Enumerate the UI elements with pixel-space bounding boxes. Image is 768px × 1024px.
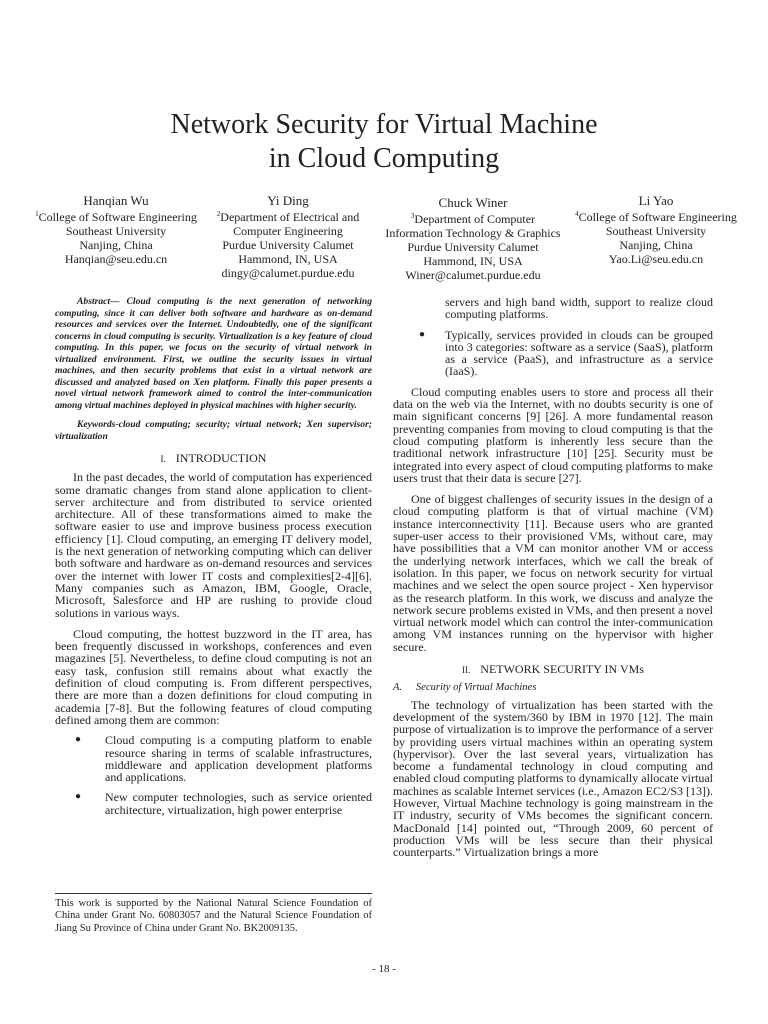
footnote: This work is supported by the National Natural Science Foundation of China under Grant No. 60803057 and the Natural Science Foundation of Jiang Su Province of China under Grant No. BK2009135. <box>55 898 372 934</box>
list-item <box>393 329 713 378</box>
affiliation-line: College of Software Engineering <box>38 210 197 224</box>
section-number: II. <box>462 665 471 676</box>
service-list <box>393 329 713 378</box>
affiliation-line: Southeast University <box>65 224 167 238</box>
body-paragraph: Cloud computing, the hottest buzzword in the IT area, has been frequently discussed in workshops, conferences and even magazines [5]. Nevertheless, to define cloud computing is not an easy task, confusion still remains about what exactly the definition of cloud computing is. From different perspectives, there are more than a dozen definitions for cloud computing in academia [7-8]. But the following features of cloud computing defined among them are common: <box>55 626 372 727</box>
author-block-2 <box>208 193 368 280</box>
affiliation-line: Hammond, IN, USA <box>238 252 338 266</box>
list-item-text: New computer technologies, such as service oriented architecture, virtualization, high power enterprise <box>105 790 372 817</box>
list-item <box>55 734 372 783</box>
author-email: Hanqian@seu.edu.cn <box>64 252 168 266</box>
author-block-4 <box>566 193 746 266</box>
section-heading-introduction <box>55 452 372 465</box>
author-name: Li Yao <box>638 193 674 208</box>
author-affiliation <box>208 210 368 224</box>
author-block-1 <box>28 193 204 266</box>
author-name: Yi Ding <box>267 193 309 208</box>
author-name: Chuck Winer <box>438 195 508 210</box>
feature-list <box>55 734 372 816</box>
author-email: Winer@calumet.purdue.edu <box>405 268 541 282</box>
keywords: Keywords-cloud computing; security; virtual network; Xen supervisor; virtualization <box>55 419 372 442</box>
section-title: NETWORK SECURITY IN VMs <box>480 662 644 677</box>
bullet-icon: ● <box>75 734 82 746</box>
title-line-2: in Cloud Computing <box>268 143 500 174</box>
section-heading-network-security <box>393 663 713 676</box>
paper-title <box>0 108 768 176</box>
subsection-heading <box>393 682 713 694</box>
affiliation-line: Hammond, IN, USA <box>423 254 523 268</box>
affiliation-line: Purdue University Calumet <box>407 240 539 254</box>
affiliation-line: Nanjing, China <box>619 238 693 252</box>
affiliation-line: Information Technology & Graphics <box>385 226 561 240</box>
body-paragraph: The technology of virtualization has been started with the development of the system/360 by IBM in 1970 [12]. The main purpose of virtualization is to improve the performance of a server by providing users virtual machines within an operating system (hypervisor). Over the last several years, virtualization has become a fundamental technology in cloud computing and enabled cloud computing platforms to dynamically allocate virtual machines as scalable Internet services (i.e., Amazon EC2/S3 [13]). However, Virtual Machine technology is going mainstream in the IT industry, security of VMs becomes the significant concern. MacDonald [14] pointed out, “Through 2009, 60 percent of production VMs will be less secure than their physical counterparts.” Virtualization brings a more <box>393 697 713 860</box>
abstract: Abstract— Cloud computing is the next generation of networking computing, since it can deliver both software and hardware as on-demand resources and services over the Internet. Undoubtedly, one of the significant concerns in cloud computing is security. Virtualization is a key feature of cloud computing. In this paper, we focus on the security of virtual network in virtualized environment. First, we outline the security issues in virtual machines, and then security problems that exist in a virtual network are discussed and analyzed based on Xen platform. Finally this paper presents a novel virtual network framework aimed to control the inter-communication among virtual machines deployed in physical machines with higher security. <box>55 296 372 411</box>
body-paragraph: In the past decades, the world of computation has experienced some dramatic changes from stand alone application to client-server architecture and from distributed to service oriented architecture. All of these transformations aimed to make the software easier to use and improve business process execution efficiency [1]. Cloud computing, an emerging IT delivery model, is the next generation of networking computing which can deliver both software and hardware as on-demand resources and services over the internet with lower IT costs and complexities[2-4][6]. Many companies such as Amazon, IBM, Google, Oracle, Microsoft, Salesforce and HP are rushing to provide cloud solutions in various ways. <box>55 470 372 620</box>
affiliation-marker: 4 <box>575 210 579 218</box>
affiliation-line: Computer Engineering <box>233 224 343 238</box>
author-email: Yao.Li@seu.edu.cn <box>608 252 704 266</box>
footnote-divider <box>55 893 372 894</box>
list-item-text: Typically, services provided in clouds can be grouped into 3 categories: software as a service (SaaS), platform as a service (PaaS), and infrastructure as a service (IaaS). <box>445 327 713 379</box>
subsection-letter: A. <box>393 682 403 694</box>
affiliation-line: Department of Computer <box>414 212 536 226</box>
body-paragraph: One of biggest challenges of security issues in the design of a cloud computing platform is that of virtual machine (VM) instance interconnectivity [11]. Because users who are granted super-user access to their provisioned VMs, without care, may have possibilities that a VM can monitor another VM or access the underlying network interfaces, which we call the break of isolation. In this paper, we focus on network security for virtual machines and we select the open source project - Xen hypervisor as the research platform. In this work, we discuss and analyze the network secure problems existed in VMs, and then present a novel virtual network model which can control the inter-communication among VM instances running on the hypervisor with higher secure. <box>393 492 713 654</box>
title-line-1: Network Security for Virtual Machine <box>170 109 598 140</box>
list-continuation: servers and high band width, support to realize cloud computing platforms. <box>445 295 713 322</box>
affiliation-marker: 3 <box>410 212 415 220</box>
page-number: - 18 - <box>372 963 396 975</box>
affiliation-marker: 1 <box>35 210 39 218</box>
author-affiliation <box>28 210 204 224</box>
right-column <box>393 296 713 858</box>
body-paragraph: Cloud computing enables users to store and process all their data on the web via the Internet, with no doubts security is one of main significant concerns [9] [26]. A more fundamental reason preventing companies from moving to cloud computing is that the cloud computing platform is inherently less secure than the traditional network infrastructure [10] [25]. Security must be integrated into every aspect of cloud computing platforms to make users trust that their data is secure [27]. <box>393 384 713 485</box>
subsection-title: Security of Virtual Machines <box>416 682 537 694</box>
affiliation-marker: 2 <box>216 210 221 218</box>
affiliation-line: Purdue University Calumet <box>222 238 354 252</box>
affiliation-line: Nanjing, China <box>79 238 153 252</box>
bullet-icon: ● <box>75 791 82 803</box>
section-title: INTRODUCTION <box>175 451 267 465</box>
affiliation-line: Department of Electrical and <box>220 210 360 224</box>
author-name: Hanqian Wu <box>83 193 149 208</box>
author-affiliation <box>566 210 746 224</box>
left-column <box>55 296 372 824</box>
list-item <box>55 791 372 816</box>
author-email: dingy@calumet.purdue.edu <box>221 266 355 280</box>
author-block-3 <box>374 195 572 282</box>
list-item-text: Cloud computing is a computing platform to enable resource sharing in terms of scalable infrastructures, middleware and application development platforms and applications. <box>105 733 372 785</box>
affiliation-line: College of Software Engineering <box>578 210 737 224</box>
author-affiliation <box>374 212 572 226</box>
affiliation-line: Southeast University <box>605 224 707 238</box>
section-number: I. <box>160 454 166 464</box>
bullet-icon: ● <box>419 328 426 340</box>
